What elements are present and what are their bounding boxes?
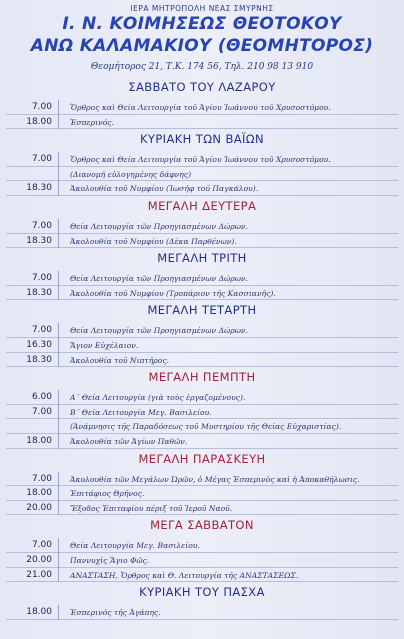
- row-divider: [6, 128, 398, 129]
- service-description: Ἀκολουθία τῶν Ἁγίων Παθῶν.: [70, 437, 188, 446]
- schedule-row: [0, 181, 404, 195]
- schedule-row: [0, 486, 404, 500]
- service-description: Παννυχὶς Ἅγιο Φῶς.: [70, 556, 150, 565]
- service-time: 18.00: [26, 436, 52, 446]
- row-divider: [6, 195, 398, 196]
- service-description: Ἀκολουθία τοῦ Νυμφίου (Ἰωσήφ τοῦ Παγκάλου).: [70, 184, 259, 194]
- day-title: ΜΕΓΑΛΗ ΔΕΥΤΕΡΑ: [147, 199, 257, 213]
- schedule-row: [0, 419, 404, 433]
- service-description: Θεία Λειτουργία Μεγ. Βασιλείου.: [70, 541, 200, 551]
- church-name-line-2: ΑΝΩ ΚΑΛΑΜΑΚΙΟΥ (ΘΕΟΜΗΤΟΡΟΣ): [30, 36, 374, 56]
- church-address: Θεομήτορος 21, Τ.Κ. 174 56, Τηλ. 210 98 13 910: [90, 62, 314, 72]
- service-description: ΑΝΑΣΤΑΣΗ, Ὄρθρος καὶ Θ. Λειτουργία τῆς ΑΝΑΣΤΑΣΕΩΣ.: [70, 570, 299, 580]
- service-description: Β΄ Θεία Λειτουργία Μεγ. Βασιλείου.: [70, 407, 212, 417]
- row-divider: [6, 366, 398, 367]
- service-time: 7.00: [31, 473, 52, 484]
- schedule-row: [0, 405, 404, 419]
- service-time: 18.00: [26, 116, 52, 127]
- row-divider: [6, 581, 398, 582]
- day-title: ΚΥΡΙΑΚΗ ΤΟΥ ΠΑΣΧΑ: [139, 585, 265, 600]
- row-divider: [6, 619, 398, 620]
- time-column-divider: [58, 271, 59, 300]
- service-time: 18.30: [26, 235, 52, 246]
- church-name-line-1: Ι. Ν. ΚΟΙΜΗΣΕΩΣ ΘΕΟΤΟΚΟΥ: [62, 14, 342, 34]
- time-column-divider: [58, 472, 59, 516]
- schedule-row: [0, 501, 404, 515]
- day-title: ΚΥΡΙΑΚΗ ΤΩΝ ΒΑΪΩΝ: [139, 132, 264, 147]
- time-column-divider: [58, 323, 59, 367]
- service-description: Ἑσπερινός.: [70, 117, 114, 127]
- service-time: 6.00: [31, 392, 52, 403]
- row-divider: [6, 247, 398, 248]
- service-description: Ἀκολουθία τῶν Μεγάλων Ὡρῶν, ὁ Μέγας Ἑσπερινὸς καὶ ἡ Ἀποκαθήλωσις.: [70, 474, 360, 484]
- schedule-row: [0, 472, 404, 486]
- service-time: 18.30: [26, 287, 52, 298]
- service-description: Α΄ Θεία Λειτουργία (γιὰ τοὺς ἐργαζομένους).: [70, 393, 246, 403]
- service-time: 7.00: [31, 540, 52, 551]
- day-title: ΜΕΓΑΛΗ ΠΑΡΑΣΚΕΥΗ: [138, 451, 266, 466]
- service-description: Ἔξοδος Ἐπιταφίου πέριξ τοῦ Ἱεροῦ Ναοῦ.: [70, 503, 233, 513]
- service-description: Ἀκολουθία τοῦ Νυμφίου (Δέκα Παρθένων).: [70, 236, 237, 246]
- metropolis-subtitle: ΙΕΡΑ ΜΗΤΡΟΠΟΛΗ ΝΕΑΣ ΣΜΥΡΝΗΣ: [130, 4, 274, 13]
- schedule-row: [0, 390, 404, 404]
- service-description: Θεία Λειτουργία τῶν Προηγιασμένων Δώρων.: [70, 222, 248, 231]
- schedule-row: [0, 353, 404, 367]
- service-description: Ἐπιτάφιος Θρῆνος.: [70, 489, 145, 499]
- service-description: Ἑσπερινὸς τῆς Ἀγάπης.: [70, 608, 161, 618]
- time-column-divider: [58, 390, 59, 448]
- schedule-row: [0, 115, 404, 129]
- time-column-divider: [58, 152, 59, 196]
- time-column-divider: [58, 605, 59, 620]
- day-title: ΜΕΓΑΛΗ ΤΕΤΑΡΤΗ: [147, 303, 257, 318]
- schedule-row: [0, 271, 404, 285]
- row-divider: [6, 299, 398, 300]
- schedule-row: [0, 605, 404, 619]
- service-time: 7.00: [31, 325, 52, 336]
- service-description: Ἅγιον Εὐχέλαιον.: [70, 341, 139, 350]
- service-time: 20.00: [26, 502, 52, 513]
- service-time: 18.00: [26, 607, 52, 618]
- service-time: 18.30: [26, 354, 52, 365]
- schedule-row: [0, 434, 404, 448]
- service-description: Θεία Λειτουργία τῶν Προηγιασμένων Δώρων.: [70, 326, 248, 336]
- day-title: ΜΕΓΑΛΗ ΤΡΙΤΗ: [157, 251, 247, 266]
- schedule-row: [0, 152, 404, 166]
- service-time: 21.00: [26, 569, 52, 580]
- service-time: 20.00: [26, 555, 52, 565]
- service-time: 16.30: [26, 340, 52, 350]
- schedule-row: [0, 323, 404, 337]
- day-title: ΜΕΓΑΛΗ ΠΕΜΠΤΗ: [148, 370, 256, 385]
- schedule-row: [0, 553, 404, 567]
- time-column-divider: [58, 219, 59, 248]
- day-title: ΜΕΓΑ ΣΑΒΒΑΤΟΝ: [150, 518, 254, 533]
- time-column-divider: [58, 538, 59, 582]
- row-divider: [6, 514, 398, 515]
- service-time: 7.00: [31, 154, 52, 165]
- service-time: 7.00: [31, 406, 52, 417]
- day-title: ΣΑΒΒΑΤΟ ΤΟΥ ΛΑΖΑΡΟΥ: [128, 80, 276, 94]
- schedule-row: [0, 100, 404, 114]
- service-description: (Διανομή εὐλογημένης δάφνης): [70, 169, 192, 179]
- service-description: Ὄρθρος καὶ Θεία Λειτουργία τοῦ Ἁγίου Ἰωάννου τοῦ Χρυσοστόμου.: [70, 155, 331, 165]
- service-description: Ὄρθρος καὶ Θεία Λειτουργία τοῦ Ἁγίου Ἰωάννου τοῦ Χρυσοστόμου.: [70, 103, 331, 112]
- service-description: (Ἀνάμνησις τῆς Παραδόσεως τοῦ Μυστηρίου τῆς Θείας Εὐχαριστίας).: [70, 422, 342, 432]
- service-time: 7.00: [31, 273, 52, 284]
- schedule-row: [0, 234, 404, 248]
- schedule-row: [0, 219, 404, 233]
- schedule-row: [0, 338, 404, 352]
- schedule-row: [0, 538, 404, 552]
- service-description: Ἀκολουθία τοῦ Νιπτῆρος.: [70, 355, 169, 365]
- service-description: Ἀκολουθία τοῦ Νυμφίου (Τροπάριον τῆς Κασσιανῆς).: [70, 288, 276, 298]
- service-time: 7.00: [31, 221, 52, 231]
- service-time: 18.30: [26, 183, 52, 194]
- schedule-row: [0, 286, 404, 300]
- service-description: Θεία Λειτουργία τῶν Προηγιασμένων Δώρων.: [70, 274, 248, 284]
- row-divider: [6, 448, 398, 449]
- schedule-row: [0, 568, 404, 582]
- schedule-row: [0, 167, 404, 181]
- time-column-divider: [58, 100, 59, 129]
- service-time: 7.00: [31, 102, 52, 112]
- service-time: 18.00: [26, 488, 52, 499]
